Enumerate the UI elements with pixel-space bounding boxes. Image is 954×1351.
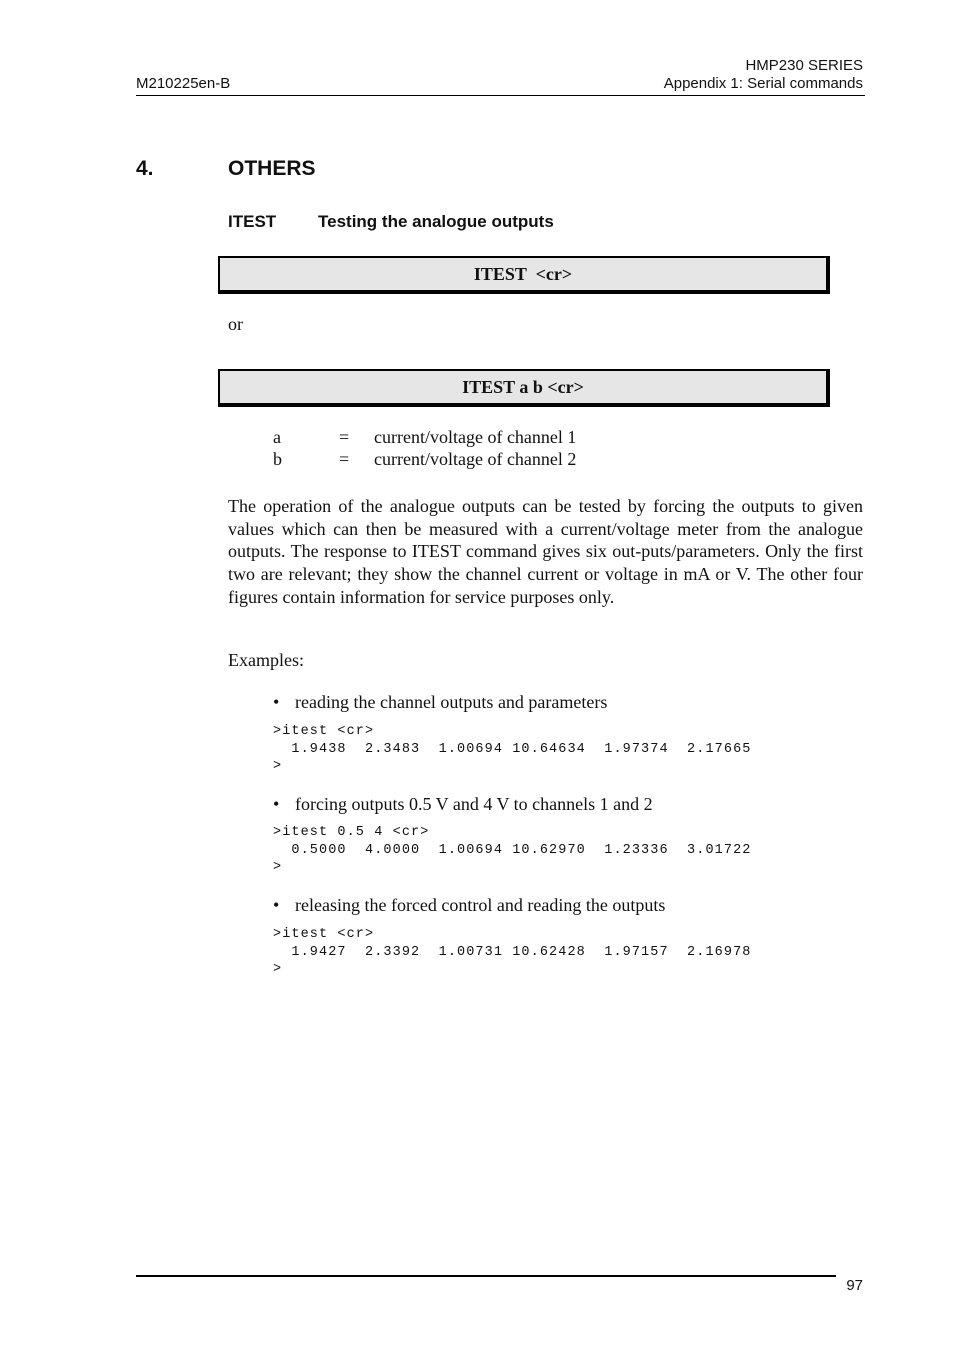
example-item: [273, 692, 607, 713]
example-item: [273, 895, 665, 916]
header-rule: [136, 95, 865, 96]
example-text: forcing outputs 0.5 V and 4 V to channels 1 and 2: [295, 794, 653, 814]
description-paragraph: The operation of the analogue outputs can be tested by forcing the outputs to given values which can then be measured with a current/voltage meter from the analogue outputs. The response to ITEST command gives six out-puts/parameters. Only the first two are relevant; they show the channel current or voltage in mA or V. The other four figures contain information for service purposes only.: [228, 496, 863, 607]
example-item: [273, 794, 653, 815]
param-description: current/voltage of channel 2: [374, 449, 577, 469]
param-name: a: [273, 427, 281, 447]
or-text: or: [228, 314, 243, 334]
appendix-title: Appendix 1: Serial commands: [663, 75, 863, 92]
series-title: HMP230 SERIES: [745, 57, 863, 74]
example-code: >itest <cr> 1.9438 2.3483 1.00694 10.64634 1.97374 2.17665 >: [273, 724, 752, 774]
param-equals: =: [339, 449, 350, 469]
param-description: current/voltage of channel 1: [374, 427, 577, 447]
param-row: [273, 449, 576, 470]
header-right: [664, 57, 863, 93]
bullet-icon: •: [273, 692, 280, 712]
section-title: OTHERS: [228, 157, 316, 180]
command-syntax-box: ITEST <cr>: [218, 256, 830, 294]
bullet-icon: •: [273, 895, 280, 915]
param-name: b: [273, 449, 282, 469]
param-equals: =: [339, 427, 350, 447]
footer-rule: [136, 1275, 836, 1277]
document-code: M210225en-B: [136, 75, 231, 92]
subsection-title: Testing the analogue outputs: [318, 212, 554, 231]
example-code: >itest <cr> 1.9427 2.3392 1.00731 10.62428 1.97157 2.16978 >: [273, 927, 752, 977]
param-row: [273, 427, 576, 448]
page-number: 97: [846, 1277, 863, 1294]
example-code: >itest 0.5 4 <cr> 0.5000 4.0000 1.00694 10.62970 1.23336 3.01722 >: [273, 825, 752, 875]
bullet-icon: •: [273, 794, 280, 814]
section-number: 4.: [136, 157, 154, 180]
subsection-command: ITEST: [228, 212, 277, 231]
example-text: releasing the forced control and reading the outputs: [295, 895, 666, 915]
example-text: reading the channel outputs and parameters: [295, 692, 608, 712]
command-syntax-box-with-params: ITEST a b <cr>: [218, 369, 830, 407]
examples-label: Examples:: [228, 650, 304, 670]
